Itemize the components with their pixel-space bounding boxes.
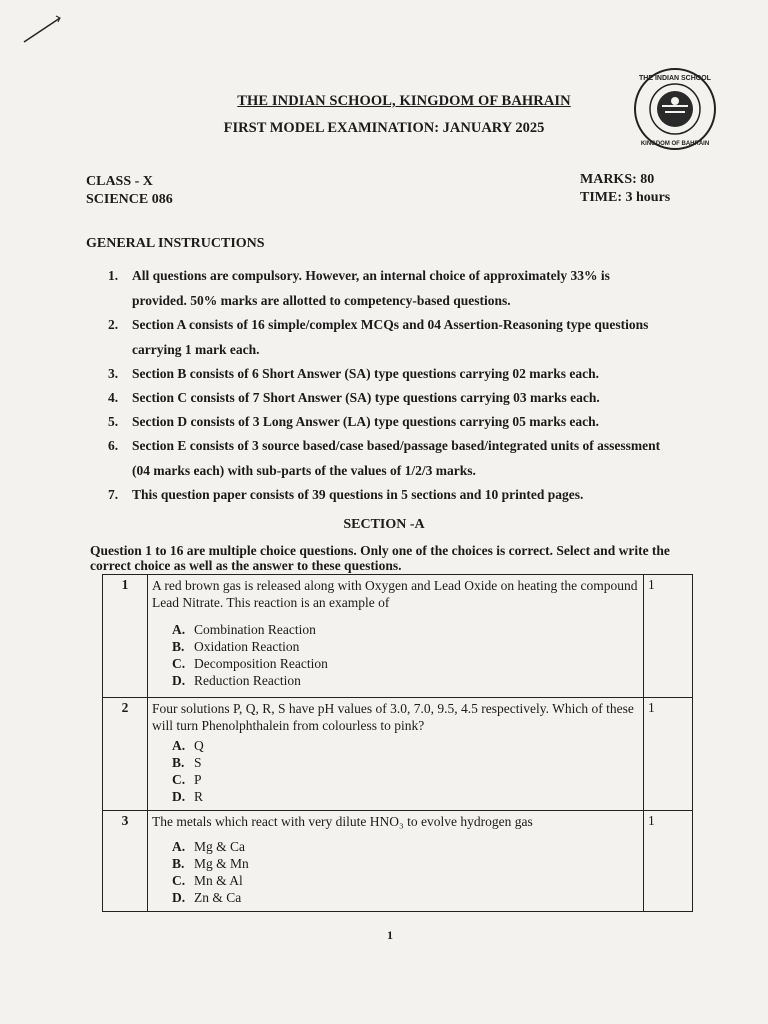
instruction-text: Section D consists of 3 Long Answer (LA) type questions carrying 05 marks each. xyxy=(132,414,600,429)
option-item xyxy=(172,855,639,872)
section-title: SECTION -A xyxy=(343,517,425,532)
options-list xyxy=(152,737,639,805)
instruction-text: All questions are compulsory. However, an internal choice of approximately 33% is provided. 50% marks are allotted to competency-based questions. xyxy=(132,268,610,308)
instruction-item xyxy=(108,482,668,507)
option-item xyxy=(172,621,639,638)
option-letter: D. xyxy=(172,673,186,688)
option-item xyxy=(172,672,639,689)
question-number: 1 xyxy=(103,575,148,698)
option-letter: A. xyxy=(172,622,186,637)
svg-text:KINGDOM OF BAHRAIN: KINGDOM OF BAHRAIN xyxy=(640,141,710,147)
svg-text:THE INDIAN SCHOOL: THE INDIAN SCHOOL xyxy=(639,75,711,82)
question-row xyxy=(103,575,693,698)
option-text: Mg & Mn xyxy=(194,856,249,871)
option-letter: C. xyxy=(172,656,186,671)
option-letter: A. xyxy=(172,738,186,753)
instruction-item xyxy=(108,312,668,362)
question-row xyxy=(103,698,693,811)
instruction-text: Section E consists of 3 source based/case based/passage based/integrated units of assessment (04 marks each) with sub-parts of the values of 1/2/3 marks. xyxy=(132,438,661,478)
pen-mark xyxy=(20,12,80,48)
questions-table xyxy=(102,574,693,912)
instruction-num: 4. xyxy=(108,390,119,405)
instruction-text: Section B consists of 6 Short Answer (SA) type questions carrying 02 marks each. xyxy=(132,366,600,381)
page-number: 1 xyxy=(387,928,393,942)
option-item xyxy=(172,889,639,906)
option-item xyxy=(172,838,639,855)
question-marks: 1 xyxy=(644,811,693,912)
instruction-num: 6. xyxy=(108,438,119,453)
option-item xyxy=(172,638,639,655)
marks-label: MARKS: 80 xyxy=(580,172,655,187)
question-text: Four solutions P, Q, R, S have pH values of 3.0, 7.0, 9.5, 4.5 respectively. Which of these will turn Phenolphthalein from colourless to pink? xyxy=(152,701,634,733)
option-item xyxy=(172,754,639,771)
section-note: Question 1 to 16 are multiple choice questions. Only one of the choices is correct. Select and write the correct choice as well as the answer to these questions. xyxy=(90,543,670,573)
school-seal-icon xyxy=(632,66,718,152)
option-text: Combination Reaction xyxy=(194,622,316,637)
instruction-num: 5. xyxy=(108,414,119,429)
instruction-text: Section A consists of 16 simple/complex MCQs and 04 Assertion-Reasoning type questions carrying 1 mark each. xyxy=(132,317,649,357)
option-text: Decomposition Reaction xyxy=(194,656,328,671)
school-name: THE INDIAN SCHOOL, KINGDOM OF BAHRAIN xyxy=(237,93,571,109)
option-letter: C. xyxy=(172,772,186,787)
option-text: Mg & Ca xyxy=(194,839,246,854)
option-letter: D. xyxy=(172,789,186,804)
option-item xyxy=(172,771,639,788)
option-text: P xyxy=(194,772,202,787)
question-number: 3 xyxy=(103,811,148,912)
option-letter: B. xyxy=(172,856,185,871)
options-list xyxy=(152,838,639,906)
question-number: 2 xyxy=(103,698,148,811)
question-text: The metals which react with very dilute HNO₃ to evolve hydrogen gas xyxy=(152,814,533,829)
question-row xyxy=(103,811,693,912)
instruction-num: 2. xyxy=(108,317,119,332)
question-text: A red brown gas is released along with Oxygen and Lead Oxide on heating the compound Lead Nitrate. This reaction is an example of xyxy=(152,578,638,610)
option-text: S xyxy=(194,755,202,770)
option-text: Reduction Reaction xyxy=(194,673,301,688)
option-item xyxy=(172,737,639,754)
question-marks: 1 xyxy=(644,698,693,811)
time-label: TIME: 3 hours xyxy=(580,190,671,205)
option-letter: A. xyxy=(172,839,186,854)
option-item xyxy=(172,655,639,672)
class-label: CLASS - X xyxy=(86,174,153,189)
instructions-title: GENERAL INSTRUCTIONS xyxy=(86,236,265,251)
instructions-list xyxy=(108,263,668,506)
instruction-num: 1. xyxy=(108,268,119,283)
instruction-text: Section C consists of 7 Short Answer (SA) type questions carrying 03 marks each. xyxy=(132,390,600,405)
option-text: Zn & Ca xyxy=(194,890,242,905)
instruction-text: This question paper consists of 39 questions in 5 sections and 10 printed pages. xyxy=(132,487,584,502)
question-marks: 1 xyxy=(644,575,693,698)
instruction-item xyxy=(108,361,668,386)
option-item xyxy=(172,872,639,889)
option-text: Q xyxy=(194,738,204,753)
instruction-num: 3. xyxy=(108,366,119,381)
options-list xyxy=(152,621,639,689)
option-letter: C. xyxy=(172,873,186,888)
option-letter: B. xyxy=(172,639,185,654)
question-body xyxy=(148,698,644,811)
instruction-num: 7. xyxy=(108,487,119,502)
instruction-item xyxy=(108,385,668,410)
option-text: Mn & Al xyxy=(194,873,243,888)
option-letter: D. xyxy=(172,890,186,905)
option-letter: B. xyxy=(172,755,185,770)
subject-label: SCIENCE 086 xyxy=(86,192,173,207)
exam-title-text: FIRST MODEL EXAMINATION: JANUARY 2025 xyxy=(223,120,545,136)
question-body xyxy=(148,811,644,912)
question-body xyxy=(148,575,644,698)
option-text: Oxidation Reaction xyxy=(194,639,300,654)
instruction-item xyxy=(108,263,668,313)
option-item xyxy=(172,788,639,805)
instruction-item xyxy=(108,433,668,483)
instruction-item xyxy=(108,409,668,434)
option-text: R xyxy=(194,789,204,804)
